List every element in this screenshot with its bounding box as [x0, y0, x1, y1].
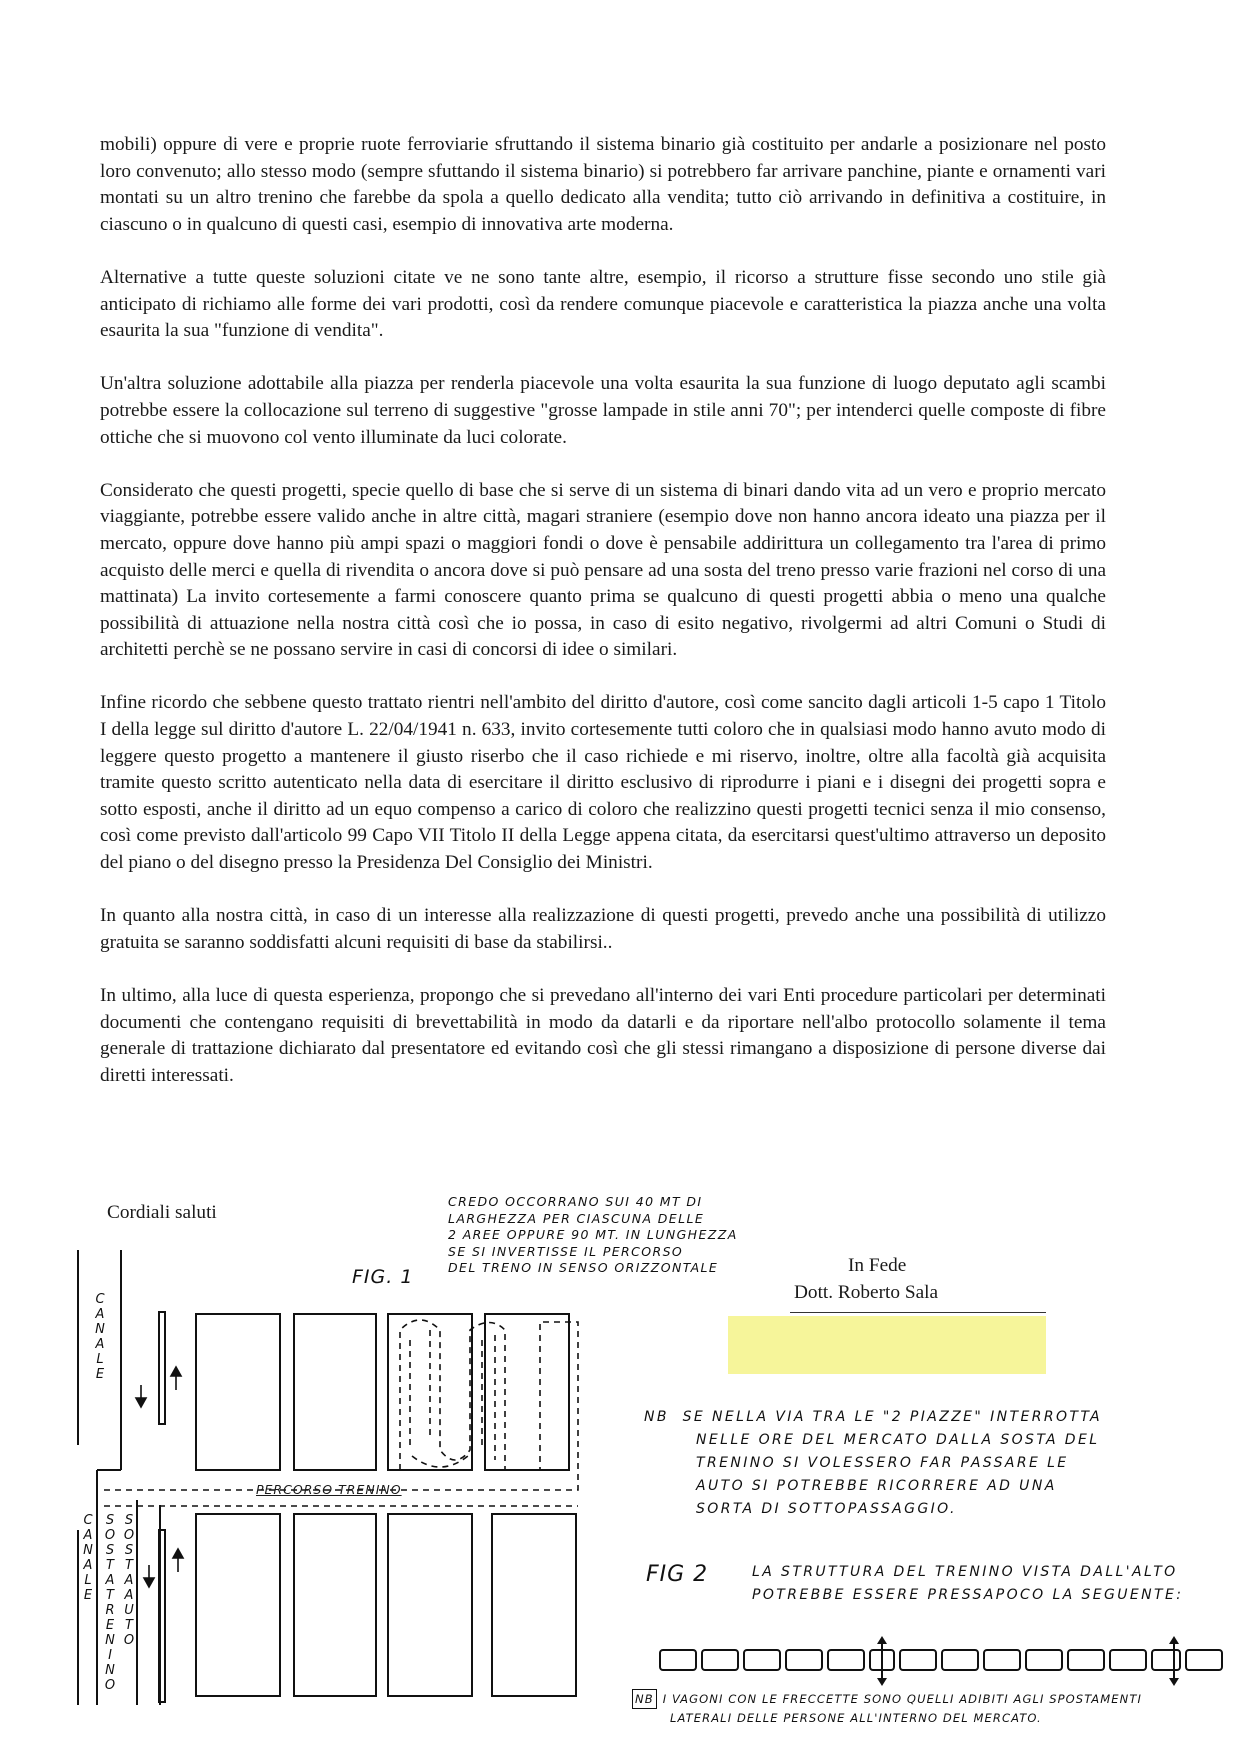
note-line: NELLE ORE DEL MERCATO DALLA SOSTA DEL — [696, 1432, 1100, 1448]
sosta-treno-label: S O S T A T R E N I N O — [104, 1513, 116, 1693]
marker-post-upper — [159, 1312, 165, 1424]
note-line — [632, 1689, 1142, 1709]
stall-block — [196, 1514, 280, 1696]
train-wagons — [660, 1640, 1222, 1682]
paragraph-4: Considerato che questi progetti, specie quello di base che si serve di un sistema di binari dando vita ad un vero e proprio mercato viaggiante, potrebbe essere valido anche in altre città, magari straniere (esempio dove non hanno ancora ideato una piazza per il mercato, oppure dove hanno più ampi spazi o maggiori fondi o dove è pensabile addirittura un collegamento tra l'area di primo acquisto delle merci e quella di rivendita o ancora dove si può pensare ad una sosta del treno presso varie frazioni nel corso di una mattinata) La invito cortesemente a farmi conoscere quanto prima se qualcuno di questi progetti abbia o meno una qualche possibilità di attuazione nella nostra città così che io possa, in caso di esito negativo, rivolgermi ad altri Comuni o Studi di architetti perchè se ne possano servire in casi di concorsi di idee o similari. — [100, 479, 1106, 661]
fig1-label: FIG. 1 — [352, 1266, 414, 1288]
caption-line: LA STRUTTURA DEL TRENINO VISTA DALL'ALTO — [752, 1564, 1178, 1580]
wagons-note — [632, 1689, 1142, 1727]
fig2-label: FIG 2 — [646, 1562, 709, 1587]
paragraph-2: Alternative a tutte queste soluzioni citate ve ne sono tante altre, esempio, il ricorso a strutture fisse secondo uno stile già anticipato di richiamo alle forme dei vari prodotti, così da rendere comunque piacevole e caratteristica la piazza anche una volta esaurita la sua "funzione di vendita". — [100, 266, 1106, 342]
signatory-name: Dott. Roberto Sala — [794, 1282, 939, 1303]
stall-block — [485, 1314, 569, 1470]
note-line: LATERALI DELLE PERSONE ALL'INTERNO DEL MERCATO. — [670, 1711, 1042, 1725]
train-route — [104, 1320, 578, 1506]
stall-block — [196, 1314, 280, 1470]
note-line: LARGHEZZA PER CIASCUNA DELLE — [448, 1210, 705, 1226]
paragraph-7: In ultimo, alla luce di questa esperienza, propongo che si prevedano all'interno dei vari Enti procedure particolari per determinati documenti che contengano requisiti di brevettabilità in modo da datarli e da riportare nell'albo protocollo solamente il tema generale di trattazione dichiarato dal presentatore ed evitando così che gli stessi rimangano a disposizione di persone diverse dai diretti interessati. — [100, 985, 1106, 1086]
stall-block — [294, 1314, 376, 1470]
note-line: SORTA DI SOTTOPASSAGGIO. — [696, 1501, 957, 1517]
stall-block — [388, 1514, 472, 1696]
fig2-caption — [752, 1561, 1183, 1607]
nb2-box: NB — [632, 1689, 657, 1709]
note-line: CREDO OCCORRANO SUI 40 MT DI — [448, 1194, 703, 1209]
paragraph-3: Un'altra soluzione adottabile alla piazza per renderla piacevole una volta esaurita la sua funzione di luogo deputato agli scambi potrebbe essere la collocazione sul terreno di suggestive "grosse lampade in stile anni 70"; per intenderci quelle composte di fibre ottiche che si muovono col vento illuminate da luci colorate. — [100, 373, 1106, 448]
marker-post-lower — [159, 1530, 165, 1702]
note-line: DEL TRENO IN SENSO ORIZZONTALE — [448, 1260, 719, 1275]
caption-line: POTREBBE ESSERE PRESSAPOCO LA SEGUENTE: — [752, 1587, 1184, 1603]
paragraph-6: In quanto alla nostra città, in caso di un interesse alla realizzazione di questi progetti, prevedo anche una possibilità di utilizzo gratuita se saranno soddisfatti alcuni requisiti di base da stabilirsi.. — [100, 905, 1106, 953]
underpass-note — [644, 1406, 1102, 1521]
canal-label-bottom: C A N A L E — [83, 1513, 93, 1603]
note-line: TRENINO SI VOLESSERO FAR PASSARE LE — [696, 1455, 1069, 1471]
stall-block — [492, 1514, 576, 1696]
note-line — [644, 1406, 1102, 1429]
nb-label: NB — [644, 1409, 669, 1425]
note-line: AUTO SI POTREBBE RICORRERE AD UNA — [696, 1478, 1057, 1494]
note-line: 2 AREE OPPURE 90 MT. IN LUNGHEZZA — [448, 1227, 738, 1242]
in-fede: In Fede — [848, 1255, 907, 1276]
salutation: Cordiali saluti — [107, 1202, 217, 1223]
note-text: SE NELLA VIA TRA LE "2 PIAZZE" INTERROTTA — [682, 1409, 1102, 1425]
stall-block — [294, 1514, 376, 1696]
paragraph-1: mobili) oppure di vere e proprie ruote ferroviarie sfruttando il sistema binario già costituito per andarle a posizionare nel posto loro convenuto; allo stesso modo (sempre sfuttando il sistema binario) si potrebbero far arrivare panchine, piante e ornamenti vari montati su un altro trenino che farebbe da spola a quello dedicato alla vendita; tutto ciò arrivando in definitiva a costituire, in ciascuno o in qualcuno di questi casi, esempio di innovativa arte moderna. — [100, 134, 1106, 235]
sosta-auto-label: S O S T A A U T O — [123, 1513, 135, 1648]
note-line: SE SI INVERTISSE IL PERCORSO — [448, 1243, 684, 1259]
note-text: I VAGONI CON LE FRECCETTE SONO QUELLI ADIBITI AGLI SPOSTAMENTI — [662, 1692, 1142, 1706]
paragraph-5: Infine ricordo che sebbene questo trattato rientri nell'ambito del diritto d'autore, così come sancito dagli articoli 1-5 capo 1 Titolo I della legge sul diritto d'autore L. 22/04/1941 n. 633, invito cortesemente tutti coloro che in qualsiasi modo hanno avuto modo di leggere questo progetto a mantenere il giusto riserbo che il caso richiede e mi riservo, inoltre, oltre alla facoltà già acquisita tramite questo scritto autenticato nella data di esercitare il diritto esclusivo di riprodurre i piani e i disegni dei progetti sopra e sotto esposti, anche il diritto ad un equo compenso a carico di coloro che realizzino questi progetti tecnici senza il mio consenso, così come previsto dall'articolo 99 Capo VII Titolo II della Legge appena citata, da esercitarsi quest'ultimo attraverso un deposito del piano o del disegno presso la Presidenza Del Consiglio dei Ministri. — [100, 692, 1106, 874]
canal-label-top: C A N A L E — [95, 1292, 105, 1382]
route-label: PERCORSO TRENINO — [256, 1482, 402, 1497]
